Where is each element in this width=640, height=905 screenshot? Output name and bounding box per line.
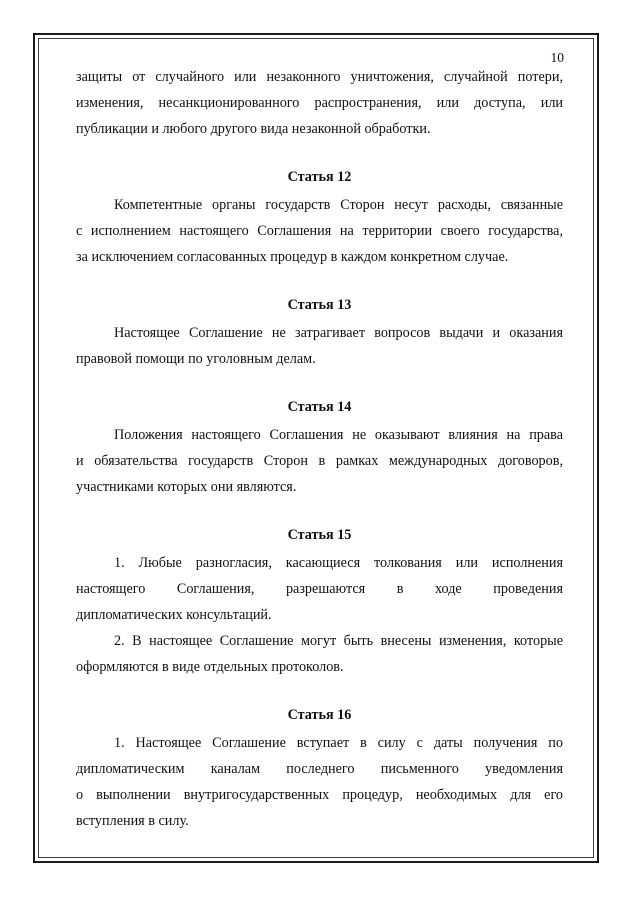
text-line: участниками которых они являются. (76, 479, 297, 495)
article-14-heading: Статья 14 (287, 399, 352, 415)
intro-paragraph (76, 64, 563, 142)
text-line: Настоящее Соглашение не затрагивает вопросов выдачи и оказания (114, 325, 563, 341)
document-body (76, 64, 563, 834)
text-line: вступления в силу. (76, 813, 189, 829)
text-line: изменения, несанкционированного распространения, или доступа, или (76, 95, 563, 111)
text-line: настоящего Соглашения, разрешаются в ходе проведения (76, 581, 563, 597)
text-line: 1. Настоящее Соглашение вступает в силу с даты получения по (114, 735, 563, 751)
article-12-heading: Статья 12 (287, 169, 352, 185)
text-line: защиты от случайного или незаконного уничтожения, случайной потери, (76, 69, 563, 85)
text-line: оформляются в виде отдельных протоколов. (76, 659, 344, 675)
article-14-paragraph (76, 422, 563, 500)
text-line: Компетентные органы государств Сторон несут расходы, связанные (114, 197, 563, 213)
article-15-paragraph-2 (76, 628, 563, 680)
text-line: дипломатических консультаций. (76, 607, 272, 623)
text-line: о выполнении внутригосударственных процедур, необходимых для его (76, 787, 563, 803)
article-13-paragraph (76, 320, 563, 372)
text-line: правовой помощи по уголовным делам. (76, 351, 316, 367)
text-line: и обязательства государств Сторон в рамках международных договоров, (76, 453, 563, 469)
text-line: дипломатическим каналам последнего письменного уведомления (76, 761, 563, 777)
page-number: 10 (550, 50, 564, 65)
article-12-paragraph (76, 192, 563, 270)
article-15-heading: Статья 15 (287, 527, 352, 543)
article-15-paragraph-1 (76, 550, 563, 628)
text-line: 2. В настоящее Соглашение могут быть внесены изменения, которые (114, 633, 563, 649)
article-16-heading: Статья 16 (287, 707, 352, 723)
text-line: 1. Любые разногласия, касающиеся толкования или исполнения (114, 555, 563, 571)
text-line: публикации и любого другого вида незаконной обработки. (76, 121, 431, 137)
article-13-heading: Статья 13 (287, 297, 352, 313)
text-line: Положения настоящего Соглашения не оказывают влияния на права (114, 427, 563, 443)
article-16-paragraph (76, 730, 563, 834)
text-line: с исполнением настоящего Соглашения на территории своего государства, (76, 223, 563, 239)
text-line: за исключением согласованных процедур в каждом конкретном случае. (76, 249, 509, 265)
